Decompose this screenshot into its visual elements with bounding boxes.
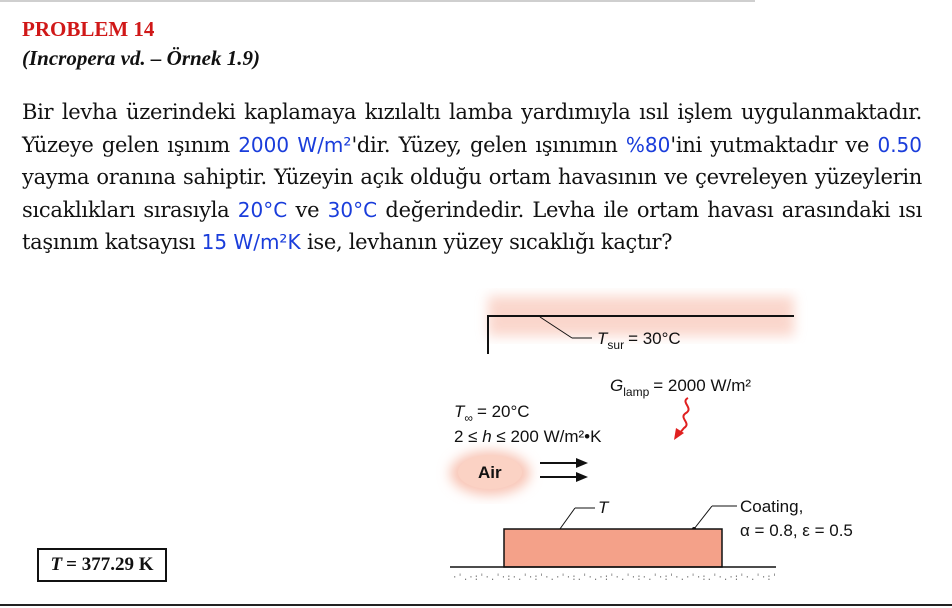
value-air-temperature: 20°C xyxy=(237,197,288,222)
bottom-rule xyxy=(0,604,952,606)
tinf-label: $T_\infty = 20^\circ C$ xyxy=(454,402,530,425)
text-part: 'dir. Yüzey, gelen ışınımın xyxy=(351,132,626,157)
tsur-label: $T_{sur} = 30^\circ C$ xyxy=(597,329,681,352)
text-part: 'ini yutmaktadır ve xyxy=(670,132,878,157)
coating-leader-2 xyxy=(694,506,712,529)
answer-symbol: T xyxy=(50,554,63,575)
glamp-label: $G_{lamp} = 2000$ W/m² xyxy=(610,376,752,399)
coating-label: Coating, xyxy=(740,497,804,516)
value-emissivity: 0.50 xyxy=(877,132,922,157)
text-part: ve xyxy=(287,197,328,222)
ground-hatch xyxy=(452,573,777,583)
text-part: Bir levha üzerindeki kaplamaya kızılaltı lamba yardımıyla ısıl işlem uygulanmaktadır. Yüzeye gelen ışınım xyxy=(22,100,922,157)
coating-properties: α = 0.8, ε = 0.5 xyxy=(740,521,853,540)
svg-text:·'.·:'·.'·:·.'·:'·.·'·:.'·.·:': ·'.·:'·.'·:·.'·:'·.·'·:.'·.·:'·.'·:·.'·:'·.·'·:.'·.·:'·.'·:' xyxy=(452,573,778,583)
plate xyxy=(504,529,722,567)
irradiation-arrow xyxy=(679,398,689,434)
problem-title: PROBLEM 14 xyxy=(22,17,155,41)
value-surroundings-temperature: 30°C xyxy=(327,197,378,222)
h-range-label: 2 ≤ h ≤ 200 W/m²•K xyxy=(454,427,602,446)
text-part: değerindedir. Levha ile ortam havası arasındaki ısı taşınım katsayısı xyxy=(22,197,922,254)
plate-temperature-label: T xyxy=(598,498,609,517)
value-convection-coefficient: 15 W/m²K xyxy=(201,230,301,254)
value-absorptivity: %80 xyxy=(625,132,671,157)
text-part: ise, levhanın yüzey sıcaklığı kaçtır? xyxy=(300,230,673,254)
value-irradiation: 2000 W/m² xyxy=(238,132,352,157)
air-flow-arrows xyxy=(540,458,588,482)
answer-value: = 377.29 K xyxy=(66,554,154,575)
air-label: Air xyxy=(478,463,502,482)
problem-source: (Incropera vd. – Örnek 1.9) xyxy=(22,46,260,70)
text-part: yayma oranına sahiptir. Yüzeyin açık olduğu ortam havasının ve çevreleyen yüzeylerin sıcaklıkları sırasıyla xyxy=(22,165,922,222)
